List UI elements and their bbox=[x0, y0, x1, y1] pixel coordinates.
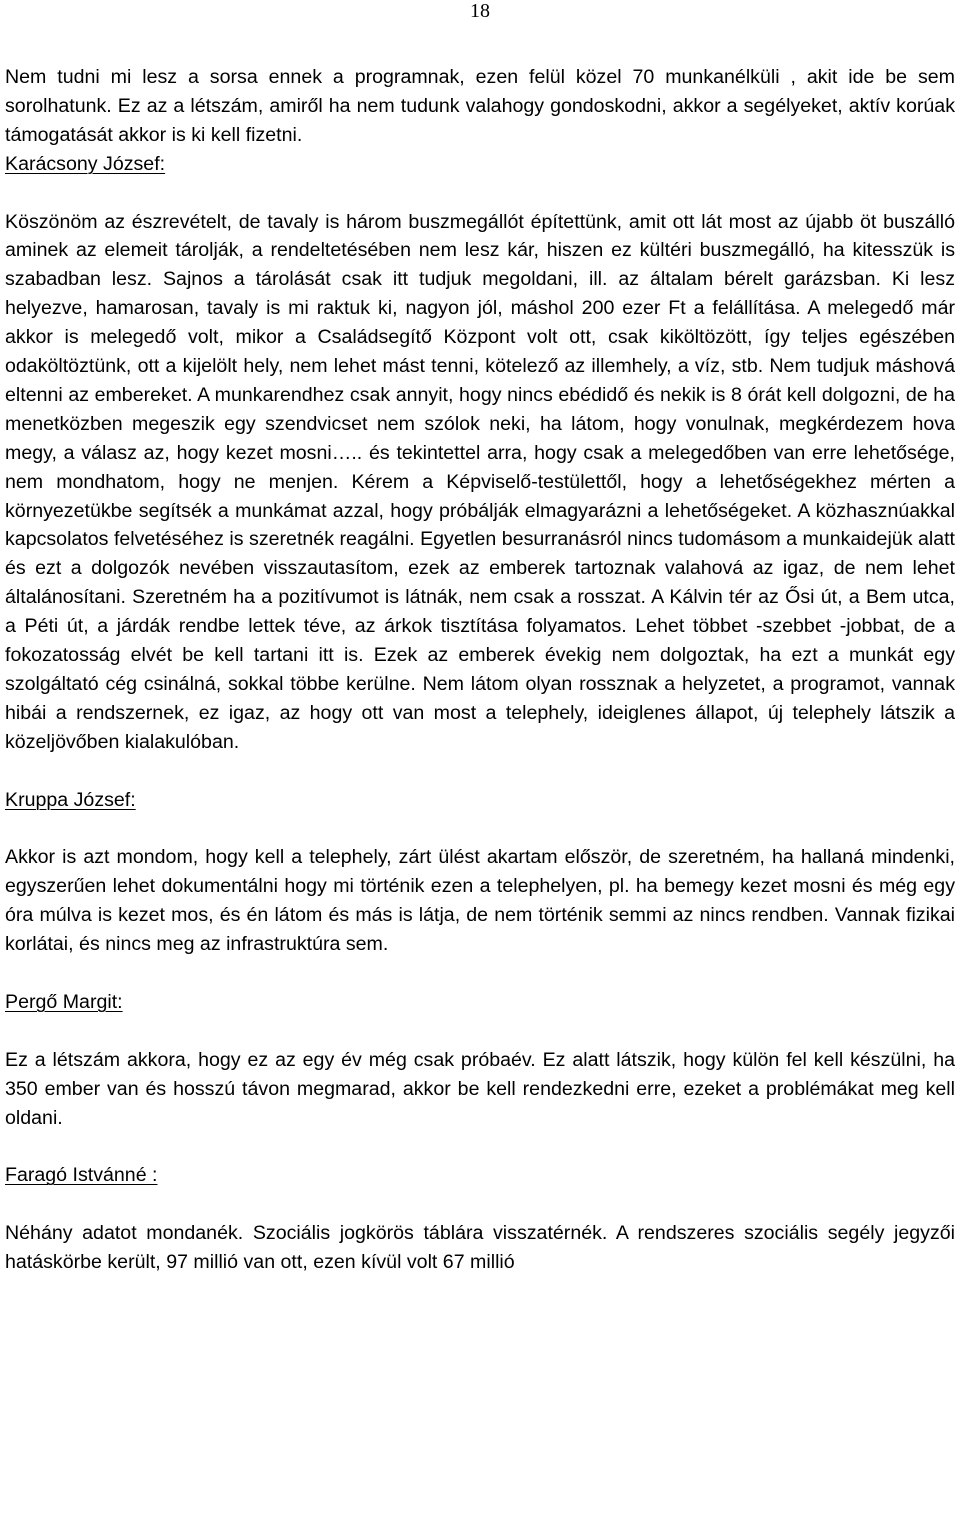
blank-line bbox=[5, 815, 955, 844]
blank-line bbox=[5, 959, 955, 988]
document-body bbox=[5, 63, 955, 1277]
blank-line bbox=[5, 1190, 955, 1219]
speaker-name: Kruppa József: bbox=[5, 788, 136, 811]
blank-line bbox=[5, 1132, 955, 1161]
paragraph: Köszönöm az észrevételt, de tavaly is három buszmegállót építettünk, amit ott lát most az újabb öt buszálló aminek az elemeit tárolják, a rendeltetésében nem lesz kár, hiszen ez kültéri buszmegálló, ha kitesszük is szabadban lesz. Sajnos a tárolását csak itt tudjuk megoldani, ill. az általam bérelt garázsban. Ki lesz helyezve, hamarosan, tavaly is mi raktuk ki, nagyon jól, máshol 200 ezer Ft a felállítása. A melegedő már akkor is melegedő volt, mikor a Családsegítő Központ volt ott, csak kiköltözött, így teljes egészében odaköltöztünk, ott a kijelölt hely, nem lehet mást tenni, kötelező az illemhely, a víz, stb. Nem tudjuk máshová eltenni az embereket. A munkarendhez csak annyit, hogy nincs ebédidő és nekik is 8 órát kell dolgozni, de ha menetközben megeszik egy szendvicset nem szólok neki, ha látom, hogy vonulnak, megkérdezem hova megy, a válasz az, hogy kezet mosni….. és tekintettel arra, hogy csak a melegedőben van erre lehetősége, nem mondhatom, hogy ne menjen. Kérem a Képviselő-testülettől, hogy a lehetőségekhez mérten a környezetükbe segítsék a munkámat azzal, hogy próbálják elmagyarázni a lehetőségeket. A közhasznúakkal kapcsolatos felvetéséhez is szeretnék reagálni. Egyetlen besurranásról nincs tudomásom a munkaidejük alatt és ezt a dolgozók nevében visszautasítom, ezek az emberek tartoznak valahová az igaz, de nem lehet általánosítani. Szeretném ha a pozitívumot is látnák, nem csak a rosszat. A Kálvin tér az Ősi út, a Bem utca, a Péti út, a járdák rendbe lettek téve, az árkok tisztítása folyamatos. Lehet többet -szebbet -jobbat, de a fokozatosság elvét be kell tartani itt is. Ezek az emberek évekig nem dolgoztak, ha ezt a munkát egy szolgáltató cég csinálná, sokkal többe kerülne. Nem látom olyan rossznak a helyzetet, a programot, vannak hibái a rendszernek, ez igaz, az hogy ott van most a telephely, ideiglenes állapot, új telephely látszik a közeljövőben kialakulóban. bbox=[5, 210, 955, 753]
paragraph: Ez a létszám akkora, hogy ez az egy év még csak próbaév. Ez alatt látszik, hogy külön fel kell készülni, ha 350 ember van és hosszú távon megmarad, akkor be kell rendezkedni erre, ezeket a problémákat meg kell oldani. bbox=[5, 1048, 955, 1129]
blank-line bbox=[5, 1017, 955, 1046]
page-number: 18 bbox=[470, 0, 490, 22]
blank-line bbox=[5, 179, 955, 208]
blank-line bbox=[5, 757, 955, 786]
speaker-name: Karácsony József: bbox=[5, 152, 166, 175]
paragraph: Néhány adatot mondanék. Szociális jogkörös táblára visszatérnék. A rendszeres szociális segély jegyzői hatáskörbe került, 97 millió van ott, ezen kívül volt 67 millió bbox=[5, 1222, 955, 1274]
speaker-name: Faragó Istvánné : bbox=[5, 1164, 158, 1187]
speaker-name: Pergő Margit: bbox=[5, 990, 123, 1013]
paragraph: Akkor is azt mondom, hogy kell a telephely, zárt ülést akartam először, de szeretném, ha hallaná mindenki, egyszerűen lehet dokumentálni hogy mi történik ezen a telephelyen, pl. ha bemegy kezet mosni és még egy óra múlva is kezet mos, és én látom és más is látja, de nem történik semmi az nincs rendben. Vannak fizikai korlátai, és nincs meg az infrastruktúra sem. bbox=[5, 846, 955, 956]
paragraph: Nem tudni mi lesz a sorsa ennek a programnak, ezen felül közel 70 munkanélküli , akit ide be sem sorolhatunk. Ez az a létszám, amiről ha nem tudunk valahogy gondoskodni, akkor a segélyeket, aktív korúak támogatását akkor is ki kell fizetni. bbox=[5, 66, 955, 146]
